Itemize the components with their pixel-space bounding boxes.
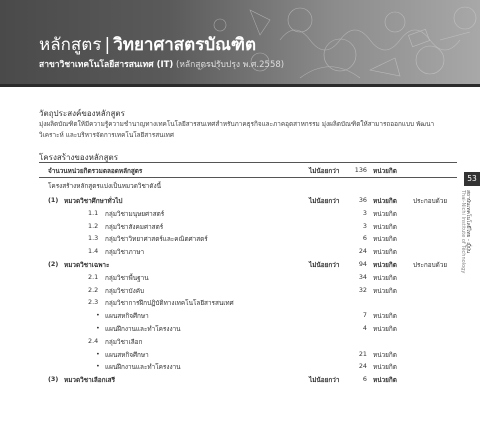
row-unit: หน่วยกิต [373, 235, 397, 244]
table-row [39, 222, 459, 233]
row-credits: 36 [358, 196, 367, 204]
row-credits: 24 [358, 247, 367, 256]
row-credits: 3 [362, 221, 367, 230]
row-credits: 34 [358, 272, 367, 281]
total-divider [39, 177, 457, 178]
header-banner [0, 0, 480, 84]
table-row [39, 375, 459, 386]
row-credits: 6 [362, 375, 367, 384]
table-row [39, 273, 459, 284]
side-institute-en: Thai-Nichi Institute of Technology [460, 190, 466, 274]
row-unit: หน่วยกิต [373, 197, 397, 205]
page-title [39, 31, 256, 58]
structure-heading: โครงสร้างของหลักสูตร [39, 153, 119, 162]
total-qualifier: ไม่น้อยกว่า [309, 167, 340, 175]
row-label: กลุ่มวิชาพื้นฐาน [105, 273, 149, 282]
side-institute-th: สถาบันเทคโนโลยีไทย - ญี่ปุ่น [465, 190, 471, 254]
total-credits: 136 [354, 166, 367, 174]
banner-rule [0, 84, 480, 87]
table-row [39, 286, 459, 297]
subtitle-note: (หลักสูตรปรับปรุง พ.ศ.2558) [176, 60, 285, 70]
bullet-icon: • [96, 311, 100, 320]
title-prefix: หลักสูตร [39, 35, 102, 55]
row-unit: หน่วยกิต [373, 312, 397, 321]
table-row [39, 350, 459, 361]
row-unit: หน่วยกิต [373, 325, 397, 333]
row-credits: 32 [358, 285, 367, 294]
row-label: กลุ่มวิชาภาษา [105, 248, 145, 257]
row-label: แผนฝึกงานและทำโครงงาน [105, 325, 181, 333]
row-unit: หน่วยกิต [373, 286, 397, 295]
row-number: (1) [48, 196, 59, 204]
bullet-icon: • [96, 362, 100, 371]
row-credits: 3 [362, 208, 367, 217]
page-number: 53 [464, 172, 480, 186]
structure-divider [39, 162, 457, 163]
total-label: จำนวนหน่วยกิตรวมตลอดหลักสูตร [48, 167, 143, 175]
row-qualifier: ไม่น้อยกว่า [309, 197, 340, 205]
row-credits: 4 [362, 324, 367, 332]
row-label: กลุ่มวิชาวิทยาศาสตร์และคณิตศาสตร์ [105, 235, 208, 244]
row-note: ประกอบด้วย [413, 197, 448, 205]
objective-heading: วัตถุประสงค์ของหลักสูตร [39, 109, 125, 118]
row-unit: หน่วยกิต [373, 261, 397, 269]
row-unit: หน่วยกิต [373, 222, 397, 231]
table-row [39, 298, 459, 309]
row-number: 2.1 [88, 272, 99, 281]
row-number: 1.4 [88, 247, 99, 256]
table-row [39, 362, 459, 373]
table-row [39, 311, 459, 322]
row-number: (3) [48, 375, 59, 384]
objective-text: มุ่งผลิตบัณฑิตให้มีความรู้ความชำนาญทางเทคโนโลยีสารสนเทศสำหรับภาคธุรกิจและภาคอุตสาหกรรม มุ่งผลิตบัณฑิตให้สามารถออกแบบ พัฒนา วิเคราะห์ และบริหารจัดการเทคโนโลยีสารสนเทศ [39, 120, 435, 139]
table-row [39, 337, 459, 348]
subtitle-program: สาขาวิชาเทคโนโลยีสารสนเทศ (IT) [39, 60, 174, 70]
table-row [39, 260, 459, 271]
table-row [39, 196, 459, 207]
row-number: 1.2 [88, 221, 99, 230]
title-main: วิทยาศาสตรบัณฑิต [113, 35, 257, 55]
row-credits: 94 [358, 260, 367, 268]
total-unit: หน่วยกิต [373, 167, 397, 175]
row-number: 2.2 [88, 285, 99, 294]
row-credits: 24 [358, 362, 367, 371]
row-unit: หน่วยกิต [373, 350, 397, 359]
intro-text: โครงสร้างหลักสูตรแบ่งเป็นหมวดวิชาดังนี้ [48, 182, 162, 190]
row-qualifier: ไม่น้อยกว่า [309, 261, 340, 269]
table-row [39, 324, 459, 335]
row-credits: 7 [362, 311, 367, 320]
structure-intro [39, 181, 459, 192]
row-unit: หน่วยกิต [373, 209, 397, 218]
page-subtitle [39, 57, 284, 71]
row-number: (2) [48, 260, 59, 268]
total-row [39, 166, 459, 177]
row-label: แผนสหกิจศึกษา [105, 350, 149, 359]
row-label: กลุ่มวิชาการฝึกปฏิบัติทางเทคโนโลยีสารสนเทศ [105, 299, 234, 308]
row-label: แผนฝึกงานและทำโครงงาน [105, 363, 181, 372]
row-number: 2.3 [88, 298, 99, 307]
bullet-icon: • [96, 324, 100, 332]
row-unit: หน่วยกิต [373, 248, 397, 257]
row-qualifier: ไม่น้อยกว่า [309, 376, 340, 385]
row-unit: หน่วยกิต [373, 376, 397, 385]
row-label: กลุ่มวิชามนุษยศาสตร์ [105, 209, 165, 218]
row-label: หมวดวิชาเลือกเสรี [64, 376, 116, 385]
row-credits: 21 [358, 349, 367, 358]
table-row [39, 209, 459, 220]
row-label: หมวดวิชาเฉพาะ [64, 261, 110, 269]
side-institute [460, 190, 478, 274]
row-label: แผนสหกิจศึกษา [105, 312, 149, 321]
row-label: กลุ่มวิชาสังคมศาสตร์ [105, 222, 164, 231]
row-number: 1.1 [88, 208, 99, 217]
row-number: 2.4 [88, 336, 99, 345]
row-unit: หน่วยกิต [373, 363, 397, 372]
bullet-icon: • [96, 349, 100, 358]
table-row [39, 247, 459, 258]
row-label: หมวดวิชาศึกษาทั่วไป [64, 197, 123, 205]
row-number: 1.3 [88, 234, 99, 243]
row-credits: 6 [362, 234, 367, 243]
row-label: กลุ่มวิชาเลือก [105, 337, 143, 346]
row-label: กลุ่มวิชาบังคับ [105, 286, 145, 295]
title-divider: | [104, 35, 111, 55]
row-unit: หน่วยกิต [373, 273, 397, 282]
row-note: ประกอบด้วย [413, 261, 448, 269]
table-row [39, 234, 459, 245]
